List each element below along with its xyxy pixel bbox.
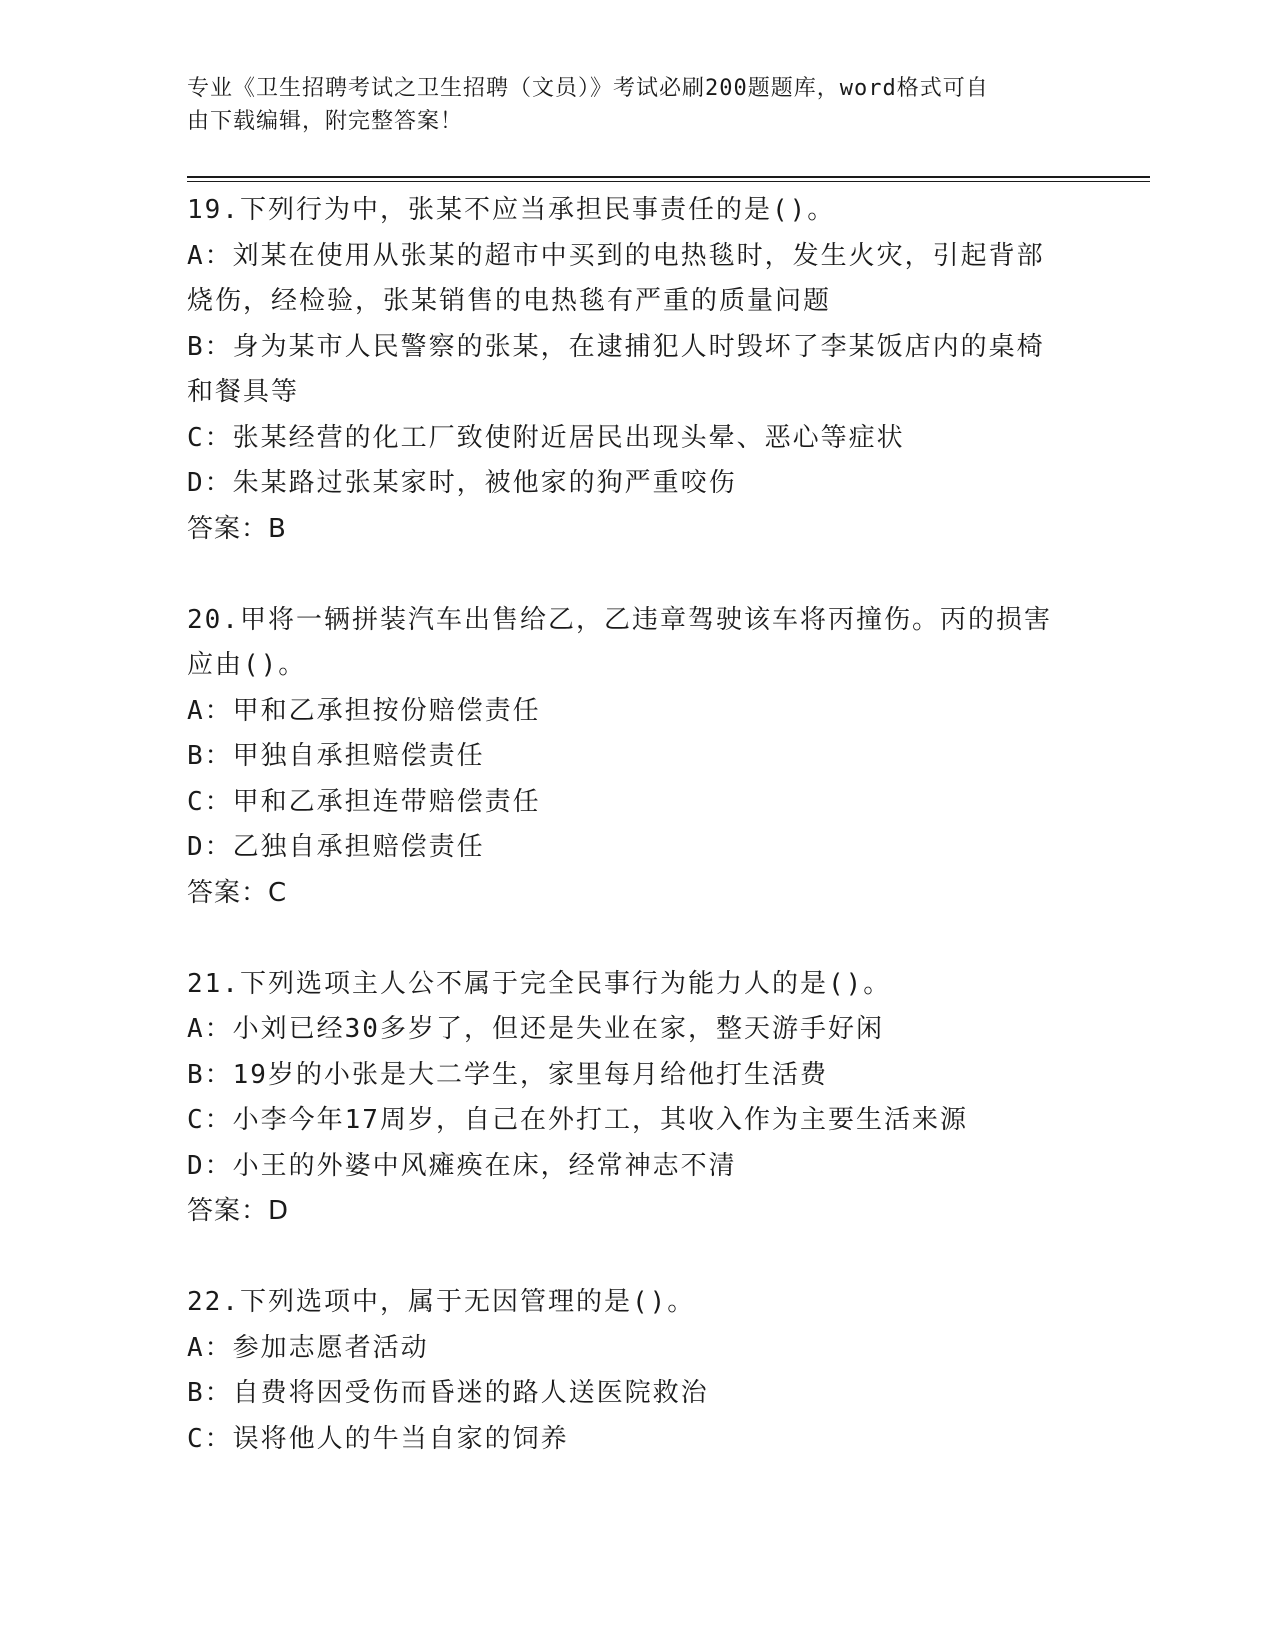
option-a: A：小刘已经30多岁了，但还是失业在家，整天游手好闲	[187, 1014, 884, 1044]
option-c: C：张某经营的化工厂致使附近居民出现头晕、恶心等症状	[187, 422, 905, 453]
document-header	[187, 72, 1067, 138]
question-21	[187, 962, 1087, 1235]
answer: 答案：C	[187, 877, 288, 908]
question-stem: 20.甲将一辆拼装汽车出售给乙，乙违章驾驶该车将丙撞伤。丙的损害	[187, 604, 1052, 635]
header-divider-thin	[187, 181, 1150, 182]
option-a: A：参加志愿者活动	[187, 1332, 429, 1363]
question-20	[187, 598, 1087, 917]
option-c: C：误将他人的牛当自家的饲养	[187, 1423, 569, 1454]
question-stem: 22.下列选项中，属于无因管理的是()。	[187, 1287, 696, 1317]
option-c: C：小李今年17周岁，自己在外打工，其收入作为主要生活来源	[187, 1105, 968, 1135]
answer: 答案：D	[187, 1196, 290, 1226]
question-stem: 21.下列选项主人公不属于完全民事行为能力人的是()。	[187, 968, 892, 999]
question-stem-cont: 应由()。	[187, 650, 307, 680]
spacer	[187, 916, 1087, 962]
option-b: B：19岁的小张是大二学生，家里每月给他打生活费	[187, 1059, 828, 1090]
header-line-1: 专业《卫生招聘考试之卫生招聘（文员）》考试必刷200题题库，word格式可自	[187, 76, 989, 101]
question-19	[187, 188, 1087, 552]
answer: 答案：B	[187, 513, 287, 544]
spacer	[187, 552, 1087, 598]
option-c: C：甲和乙承担连带赔偿责任	[187, 786, 541, 817]
option-a-cont: 烧伤，经检验，张某销售的电热毯有严重的质量问题	[187, 286, 832, 316]
question-list	[187, 188, 1087, 1462]
option-b: B：身为某市人民警察的张某，在逮捕犯人时毁坏了李某饭店内的桌椅	[187, 331, 1045, 362]
option-a: A：刘某在使用从张某的超市中买到的电热毯时，发生火灾，引起背部	[187, 240, 1045, 271]
option-b-cont: 和餐具等	[187, 377, 300, 407]
spacer	[187, 1235, 1087, 1281]
option-b: B：自费将因受伤而昏迷的路人送医院救治	[187, 1378, 709, 1408]
question-22	[187, 1280, 1087, 1462]
option-d: D：朱某路过张某家时，被他家的狗严重咬伤	[187, 468, 737, 498]
option-d: D：乙独自承担赔偿责任	[187, 832, 485, 862]
question-stem: 19.下列行为中，张某不应当承担民事责任的是()。	[187, 195, 836, 225]
header-divider	[187, 176, 1150, 178]
option-d: D：小王的外婆中风瘫痪在床，经常神志不清	[187, 1150, 737, 1181]
header-line-2: 由下载编辑，附完整答案！	[187, 109, 464, 134]
option-b: B：甲独自承担赔偿责任	[187, 741, 485, 771]
option-a: A：甲和乙承担按份赔偿责任	[187, 695, 541, 726]
